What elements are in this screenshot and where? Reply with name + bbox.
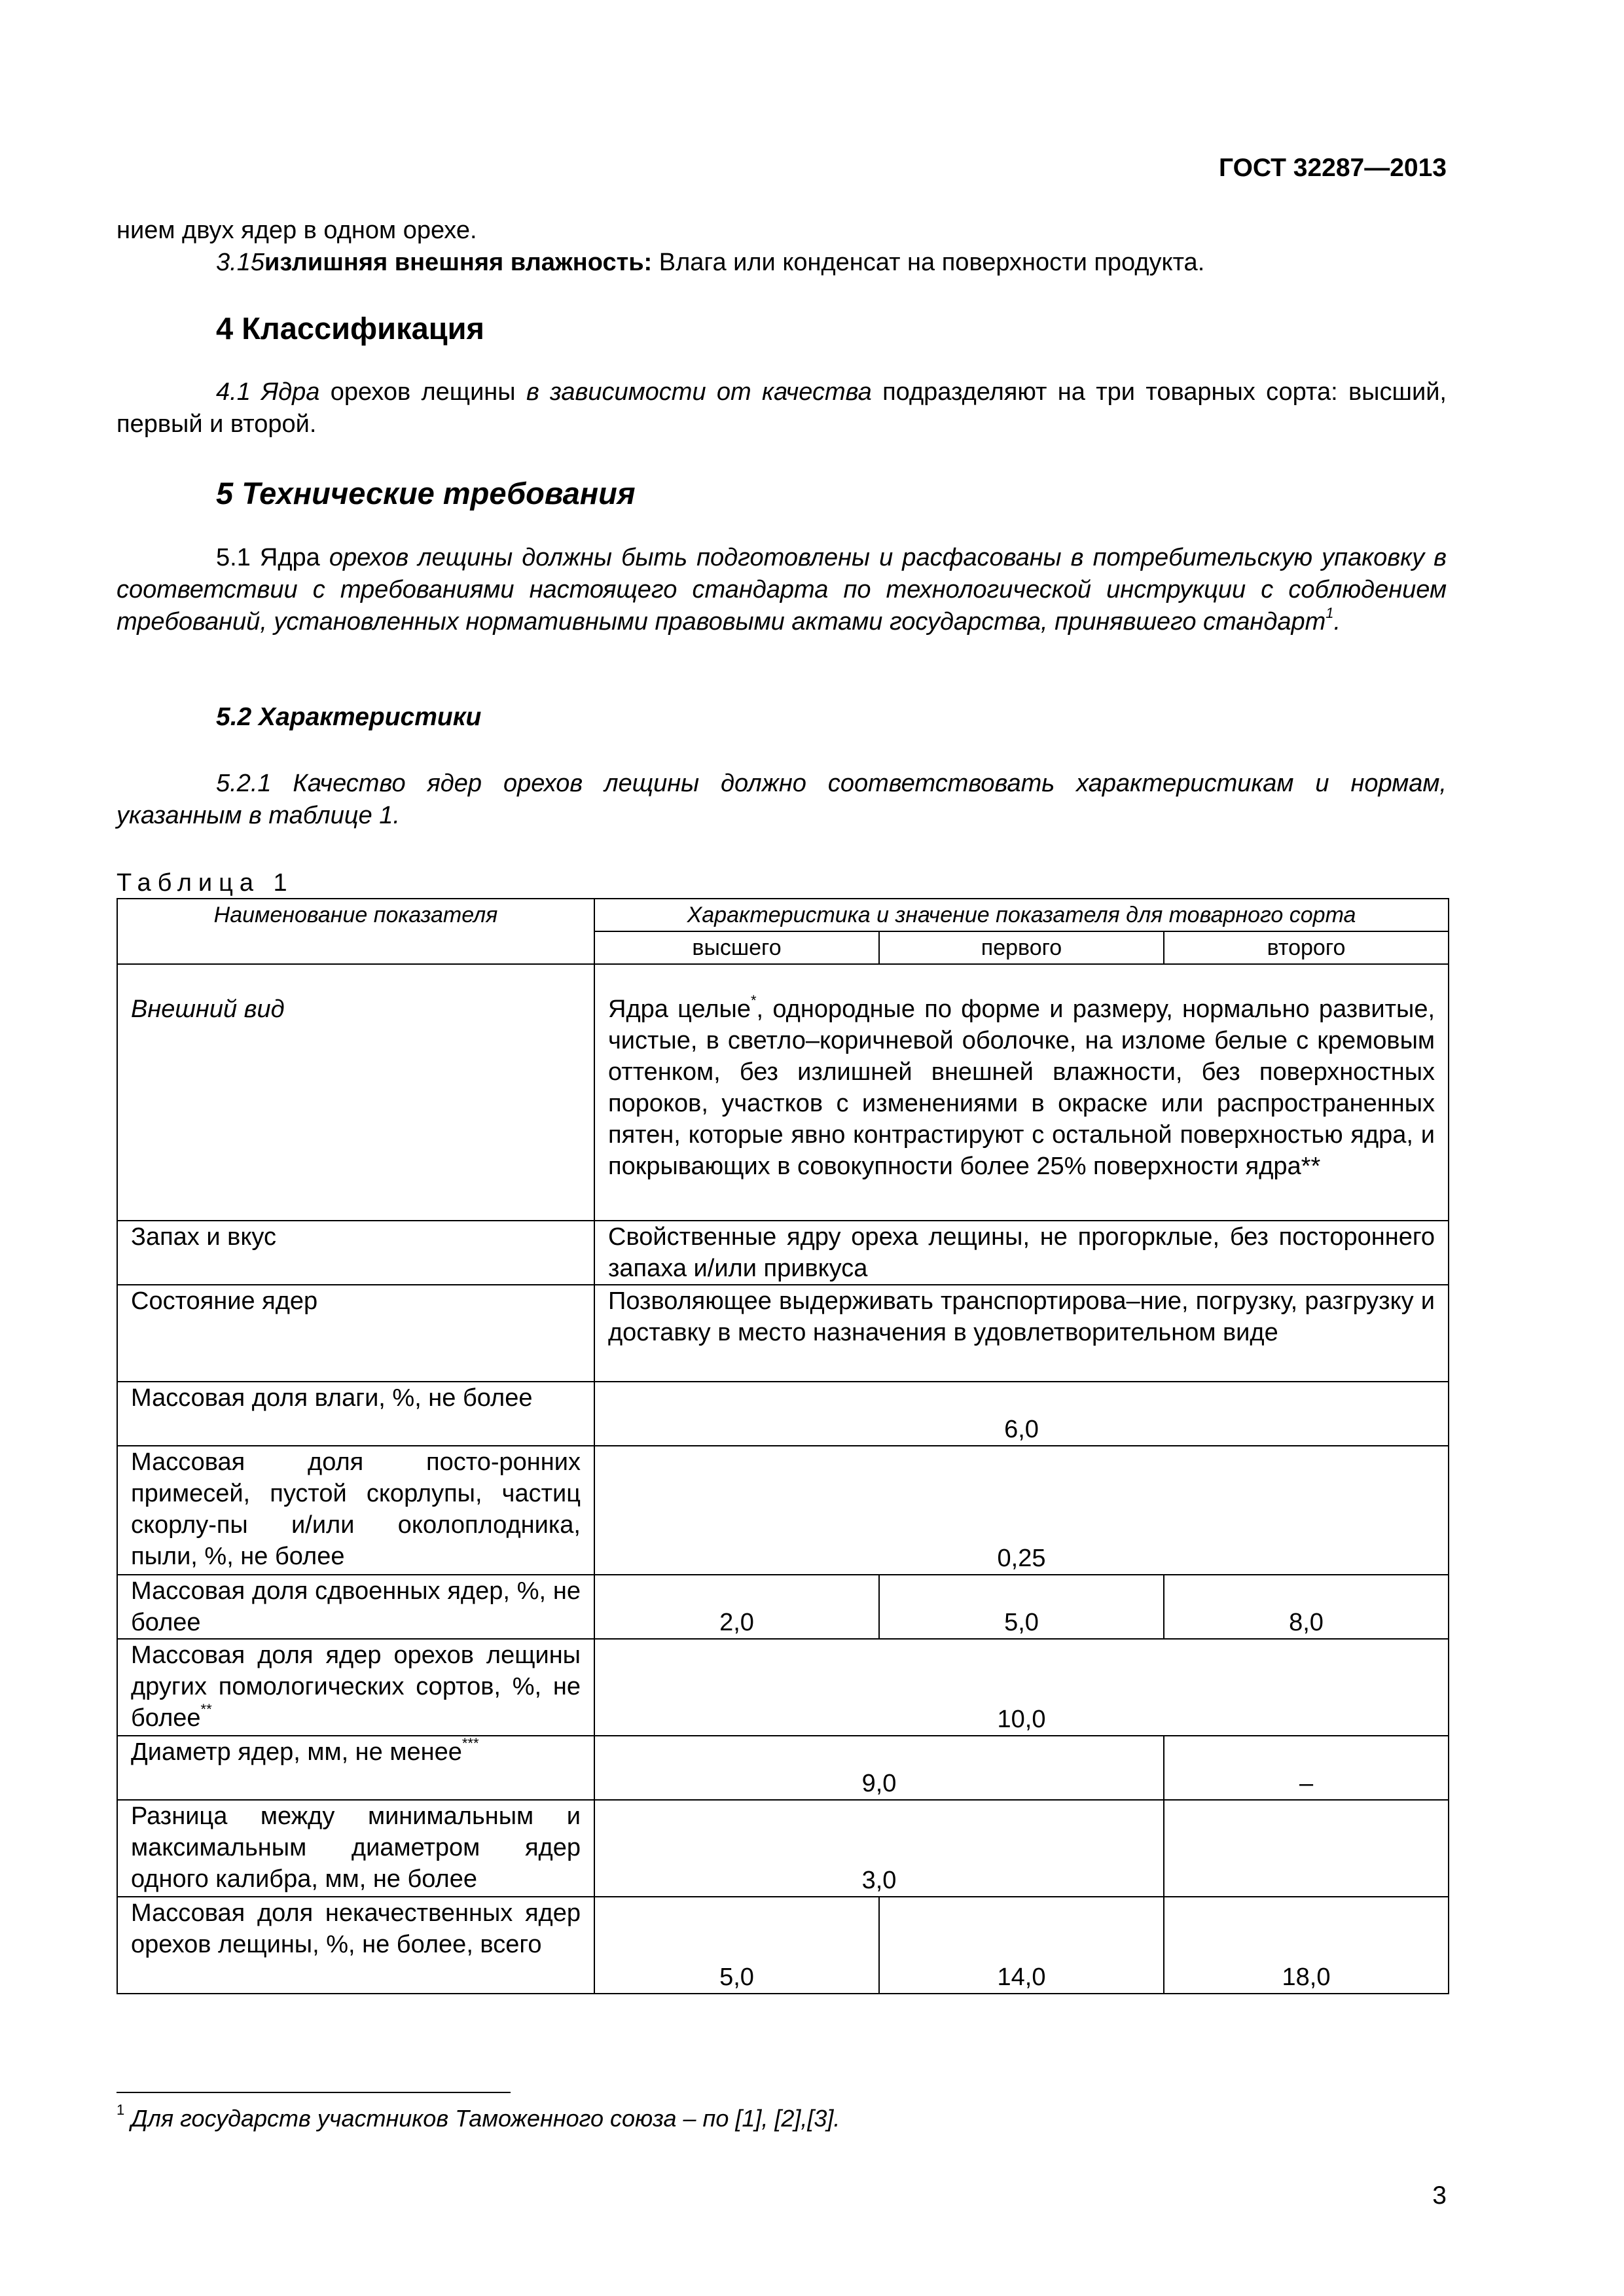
- footnote-text: Для государств участников Таможенного союза – по [1], [2],[3].: [124, 2105, 840, 2132]
- clause-text-part: подразделяют на три товарных сорта: высший, первый и второй.: [117, 378, 1447, 438]
- description-text: Ядра целые: [608, 996, 751, 1023]
- row-name: Массовая доля посто-ронних примесей, пустой скорлупы, частиц скорлу-пы и/или околоплодника, пыли, %, не более: [117, 1446, 594, 1575]
- row-value: 6,0: [594, 1382, 1449, 1446]
- clause-5-2-1: 5.2.1 Качество ядер орехов лещины должно соответствовать характеристикам и нормам, указанным в таблице 1.: [117, 770, 1447, 829]
- footnote-ref: ***: [461, 1735, 479, 1751]
- running-header: ГОСТ 32287—2013: [1219, 154, 1447, 182]
- row-name: Массовая доля некачественных ядер орехов лещины, %, не более, всего: [117, 1897, 594, 1994]
- table-row: [117, 964, 1449, 1221]
- clause-4-1: [117, 376, 1447, 440]
- table-row: [117, 1382, 1449, 1446]
- table-row: [117, 1897, 1449, 1994]
- table-row: [117, 1285, 1449, 1382]
- footnote-separator: [117, 2092, 511, 2093]
- row-value: 10,0: [594, 1639, 1449, 1736]
- footnote: [117, 2102, 840, 2134]
- table-row: [117, 1800, 1449, 1897]
- row-value: 8,0: [1164, 1575, 1449, 1639]
- clause-text-part: 5.1 Ядра: [216, 544, 329, 571]
- table-header-row: [117, 899, 1449, 931]
- footnote-ref: **: [200, 1701, 212, 1717]
- clause-number: 4.1: [216, 378, 251, 406]
- row-value: 14,0: [879, 1897, 1164, 1994]
- table-caption: Таблица 1: [117, 869, 294, 897]
- row-value: 5,0: [879, 1575, 1164, 1639]
- row-name-text: Диаметр ядер, мм, не менее: [131, 1738, 462, 1766]
- table-1: [117, 898, 1449, 1994]
- table-row: [117, 1575, 1449, 1639]
- table-row: [117, 1736, 1449, 1800]
- row-value: 18,0: [1164, 1897, 1449, 1994]
- row-description: Позволяющее выдерживать транспортирова–ние, погрузку, разгрузку и доставку в место назначения в удовлетворительном виде: [594, 1285, 1449, 1382]
- clause-text-part: Ядра: [261, 378, 320, 406]
- clause-5-1: [117, 542, 1447, 638]
- row-value: 2,0: [594, 1575, 879, 1639]
- section-4-heading: 4 Классификация: [216, 311, 484, 346]
- paragraph-continuation: нием двух ядер в одном орехе.: [117, 217, 477, 244]
- grade-header: высшего: [594, 931, 879, 964]
- clause-text-part: орехов лещины должны быть подготовлены и расфасованы в потребительскую упаковку в соответствии с требованиями настоящего стандарта по технологической инструкции с соблюдением требований, установленных нормативными правовыми актами государства, принявшего стандарт: [117, 544, 1447, 636]
- description-text: , однородные по форме и размеру, нормально развитые, чистые, в светло–коричневой оболочке, на изломе белые с кремовым оттенком, без излишней внешней влажности, без поверхностных пороков, участков с изменениями в окраске или распространенных пятен, которые явно контрастируют с остальной поверхностью ядра, и покрывающих в совокупности более 25% поверхности ядра**: [608, 996, 1435, 1180]
- header-name: Наименование показателя: [117, 899, 594, 964]
- row-value: 0,25: [594, 1446, 1449, 1575]
- row-name: Разница между минимальным и максимальным диаметром ядер одного калибра, мм, не более: [117, 1800, 594, 1897]
- footnote-ref: *: [750, 992, 757, 1009]
- term: излишняя внешняя влажность:: [264, 249, 653, 276]
- row-name: Массовая доля сдвоенных ядер, %, не более: [117, 1575, 594, 1639]
- row-description: Свойственные ядру ореха лещины, не прогорклые, без постороннего запаха и/или привкуса: [594, 1221, 1449, 1285]
- clause-text-part: орехов лещины: [319, 378, 526, 406]
- row-name: Состояние ядер: [117, 1285, 594, 1382]
- grade-header: первого: [879, 931, 1164, 964]
- clause-text-part: .: [1333, 608, 1341, 636]
- table-row: [117, 1221, 1449, 1285]
- grade-header: второго: [1164, 931, 1449, 964]
- page-number: 3: [1432, 2181, 1447, 2210]
- footnote-mark: 1: [117, 2102, 125, 2118]
- definition: Влага или конденсат на поверхности продукта.: [652, 249, 1205, 276]
- clause-number: 3.15: [216, 249, 264, 276]
- row-value: 9,0: [594, 1736, 1164, 1800]
- row-name: Запах и вкус: [117, 1221, 594, 1285]
- row-name: [117, 1736, 594, 1800]
- row-value: –: [1164, 1736, 1449, 1800]
- row-name-text: Массовая доля ядер орехов лещины других помологических сортов, %, не более: [131, 1641, 581, 1732]
- subsection-5-2-heading: 5.2 Характеристики: [216, 703, 482, 731]
- row-name: Массовая доля влаги, %, не более: [117, 1382, 594, 1446]
- row-value: 3,0: [594, 1800, 1164, 1897]
- table-row: [117, 1446, 1449, 1575]
- row-value: [1164, 1800, 1449, 1897]
- footnote-ref: 1: [1326, 605, 1334, 621]
- row-description: [594, 964, 1449, 1221]
- table-row: [117, 1639, 1449, 1736]
- row-name: Внешний вид: [117, 964, 594, 1221]
- clause-text-part: в зависимости от качества: [526, 378, 872, 406]
- row-name: [117, 1639, 594, 1736]
- section-5-heading: 5 Технические требования: [216, 476, 636, 511]
- clause-3-15: [117, 247, 1447, 279]
- row-value: 5,0: [594, 1897, 879, 1994]
- header-characteristic: Характеристика и значение показателя для товарного сорта: [594, 899, 1449, 931]
